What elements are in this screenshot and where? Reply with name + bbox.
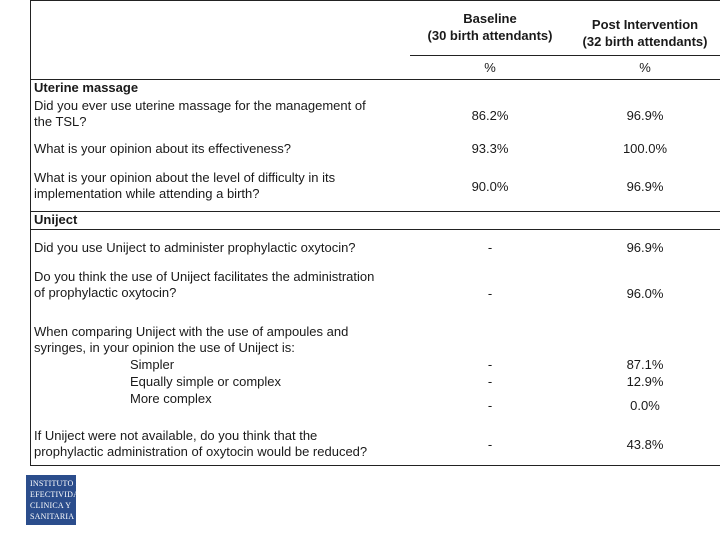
table-left-border <box>30 0 31 466</box>
baseline-value: 93.3% <box>471 141 509 156</box>
question-text: If Uniject were not available, do you think that the prophylactic administration of oxytocin would be reduced? <box>34 428 368 459</box>
question-text: When comparing Uniject with the use of ampoules and syringes, in your opinion the use of Uniject is: <box>34 324 349 355</box>
post-value: 96.9% <box>626 240 664 255</box>
logo-line-1: INSTITUTO DE <box>30 479 87 488</box>
section-divider-top <box>30 211 720 212</box>
baseline-value: - <box>487 437 493 452</box>
post-value: 96.9% <box>626 179 664 194</box>
post-header <box>570 16 720 50</box>
baseline-value: - <box>487 374 493 389</box>
baseline-value: - <box>487 357 493 372</box>
post-header-title: Post Intervention <box>591 17 699 32</box>
question-text: Do you think the use of Uniject facilitates the administration of prophylactic oxytocin? <box>34 269 375 300</box>
baseline-header-subtitle: (30 birth attendants) <box>427 28 553 43</box>
post-header-subtitle: (32 birth attendants) <box>582 34 708 49</box>
question-text: Did you use Uniject to administer prophylactic oxytocin? <box>34 240 356 255</box>
section-heading-uniject: Uniject <box>34 212 78 227</box>
option-label: Equally simple or complex <box>130 374 282 389</box>
baseline-unit: % <box>484 60 496 75</box>
question-text: What is your opinion about the level of difficulty in its implementation while attending a birth? <box>34 170 336 201</box>
post-value: 12.9% <box>626 374 664 389</box>
post-value: 87.1% <box>626 357 664 372</box>
post-value: 96.0% <box>626 286 664 301</box>
option-label: Simpler <box>130 357 175 372</box>
post-value: 43.8% <box>626 437 664 452</box>
logo-line-4: SANITARIA <box>30 512 75 521</box>
post-value: 100.0% <box>622 141 668 156</box>
logo-line-3: CLINICA Y <box>30 501 72 510</box>
section-divider-bottom <box>30 229 720 230</box>
post-value: 96.9% <box>626 108 664 123</box>
institute-logo <box>26 475 87 525</box>
baseline-value: - <box>487 240 493 255</box>
table-top-border <box>30 0 720 1</box>
option-label: More complex <box>130 391 212 406</box>
question-text: What is your opinion about its effectiveness? <box>34 141 292 156</box>
post-unit: % <box>639 60 651 75</box>
logo-line-2: EFECTIVIDAD <box>30 490 86 499</box>
section-heading-uterine-massage: Uterine massage <box>34 80 139 95</box>
baseline-value: 90.0% <box>471 179 509 194</box>
post-value: 0.0% <box>630 398 660 413</box>
baseline-value: - <box>487 286 493 301</box>
baseline-value: - <box>487 398 493 413</box>
baseline-value: 86.2% <box>471 108 509 123</box>
baseline-header <box>415 10 565 44</box>
baseline-header-title: Baseline <box>463 11 517 26</box>
table-bottom-border <box>30 465 720 466</box>
question-text: Did you ever use uterine massage for the management of the TSL? <box>34 98 366 129</box>
header-divider <box>410 55 720 56</box>
